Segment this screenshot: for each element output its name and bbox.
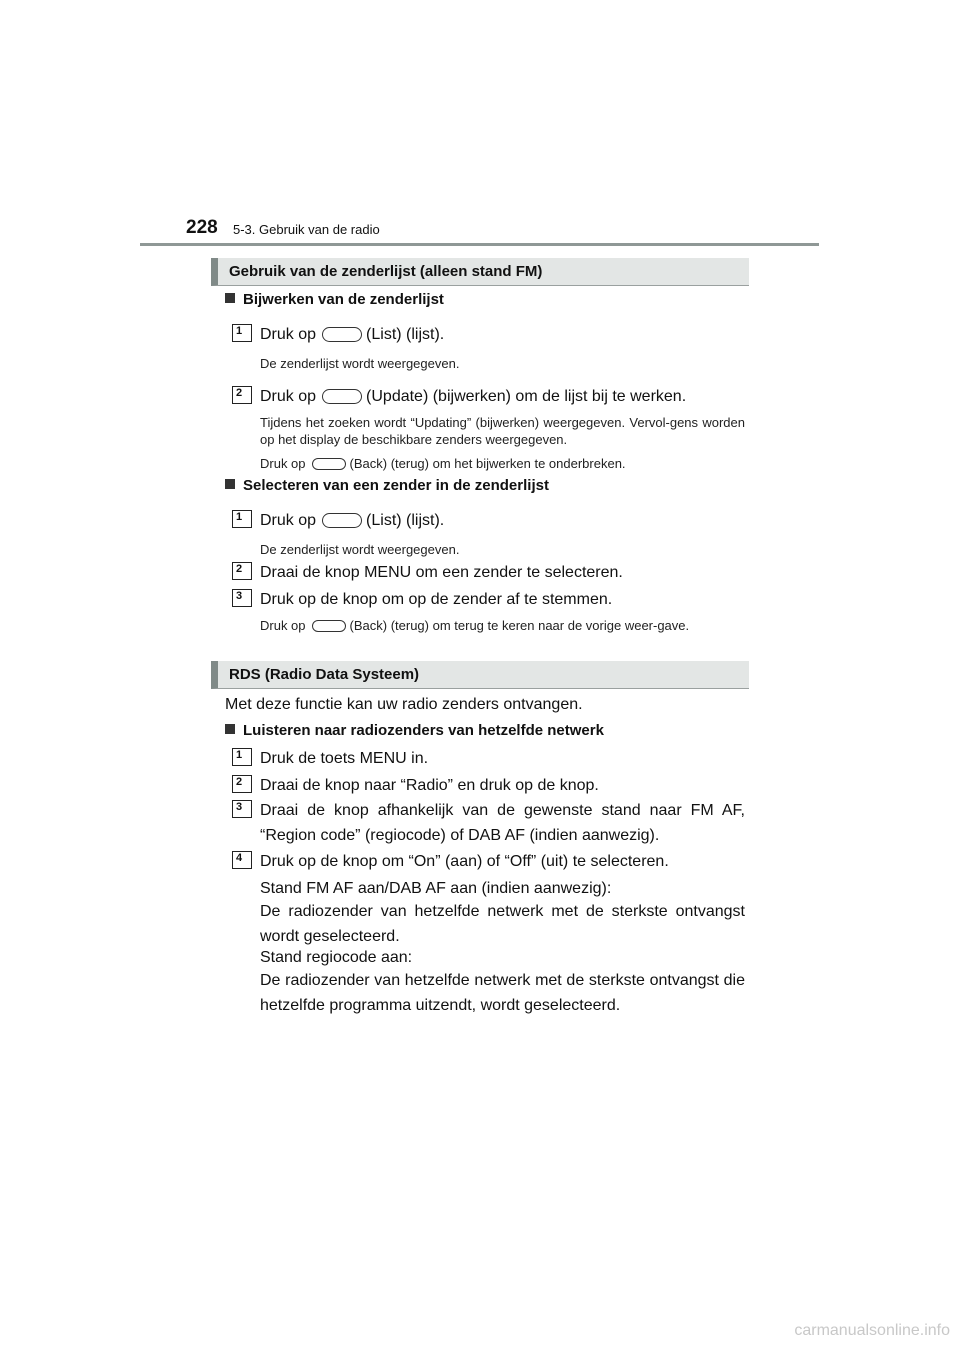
step-number-badge: 4 [232, 851, 252, 869]
back-button-icon [312, 620, 346, 632]
step-text: Druk de toets MENU in. [260, 750, 429, 767]
section-header-rds [211, 661, 749, 689]
step-text: Draai de knop MENU om een zender te selecteren. [260, 564, 623, 581]
step-number-badge: 2 [232, 562, 252, 580]
subheading-selecteren: Selecteren van een zender in de zenderlijst [225, 477, 549, 494]
step-text: Draai de knop naar “Radio” en druk op de knop. [260, 777, 599, 794]
step-text: Druk op de knop om op de zender af te stemmen. [260, 591, 613, 608]
step-note: Tijdens het zoeken wordt “Updating” (bijwerken) weergegeven. Vervol-gens worden op het display de beschikbare zenders weergegeven. [260, 415, 745, 447]
step-note: De zenderlijst wordt weergegeven. [260, 356, 460, 371]
detail-title: Stand regiocode aan: [260, 949, 413, 966]
step-note: Druk op (Back) (terug) om het bijwerken te onderbreken. [260, 456, 626, 471]
detail-text: De radiozender van hetzelfde netwerk met de sterkste ontvangst wordt geselecteerd. [260, 903, 745, 945]
step-text: Draai de knop afhankelijk van de gewenste stand naar FM AF, “Region code” (regiocode) of DAB AF (indien aanwezig). [260, 802, 745, 844]
running-head: 5-3. Gebruik van de radio [233, 222, 380, 237]
detail-text: De radiozender van hetzelfde netwerk met de sterkste ontvangst die hetzelfde programma uitzendt, wordt geselecteerd. [260, 972, 745, 1014]
subheading-luisteren: Luisteren naar radiozenders van hetzelfde netwerk [225, 722, 604, 739]
step-number-badge: 2 [232, 775, 252, 793]
step-text: Druk op (List) (lijst). [260, 512, 445, 529]
square-bullet-icon [225, 479, 235, 489]
header-rule [140, 243, 819, 246]
section-title: RDS (Radio Data Systeem) [229, 666, 420, 683]
square-bullet-icon [225, 724, 235, 734]
step-number-badge: 1 [232, 510, 252, 528]
step-note: De zenderlijst wordt weergegeven. [260, 542, 460, 557]
square-bullet-icon [225, 293, 235, 303]
intro-text: Met deze functie kan uw radio zenders ontvangen. [225, 696, 583, 713]
watermark: carmanualsonline.info [794, 1322, 950, 1339]
step-note: Druk op (Back) (terug) om terug te keren naar de vorige weer-gave. [260, 618, 690, 633]
step-text: Druk op (Update) (bijwerken) om de lijst bij te werken. [260, 388, 687, 405]
step-number-badge: 2 [232, 386, 252, 404]
step-number-badge: 1 [232, 324, 252, 342]
step-number-badge: 3 [232, 800, 252, 818]
step-number-badge: 1 [232, 748, 252, 766]
subheading-bijwerken: Bijwerken van de zenderlijst [225, 291, 444, 308]
back-button-icon [312, 458, 346, 470]
section-header-zenderlijst [211, 258, 749, 286]
step-number-badge: 3 [232, 589, 252, 607]
step-text: Druk op de knop om “On” (aan) of “Off” (uit) te selecteren. [260, 853, 669, 870]
detail-title: Stand FM AF aan/DAB AF aan (indien aanwezig): [260, 880, 612, 897]
list-button-icon [322, 327, 362, 342]
update-button-icon [322, 389, 362, 404]
page-number: 228 [186, 217, 218, 238]
list-button-icon [322, 513, 362, 528]
step-text: Druk op (List) (lijst). [260, 326, 445, 343]
section-title: Gebruik van de zenderlijst (alleen stand FM) [229, 263, 543, 280]
